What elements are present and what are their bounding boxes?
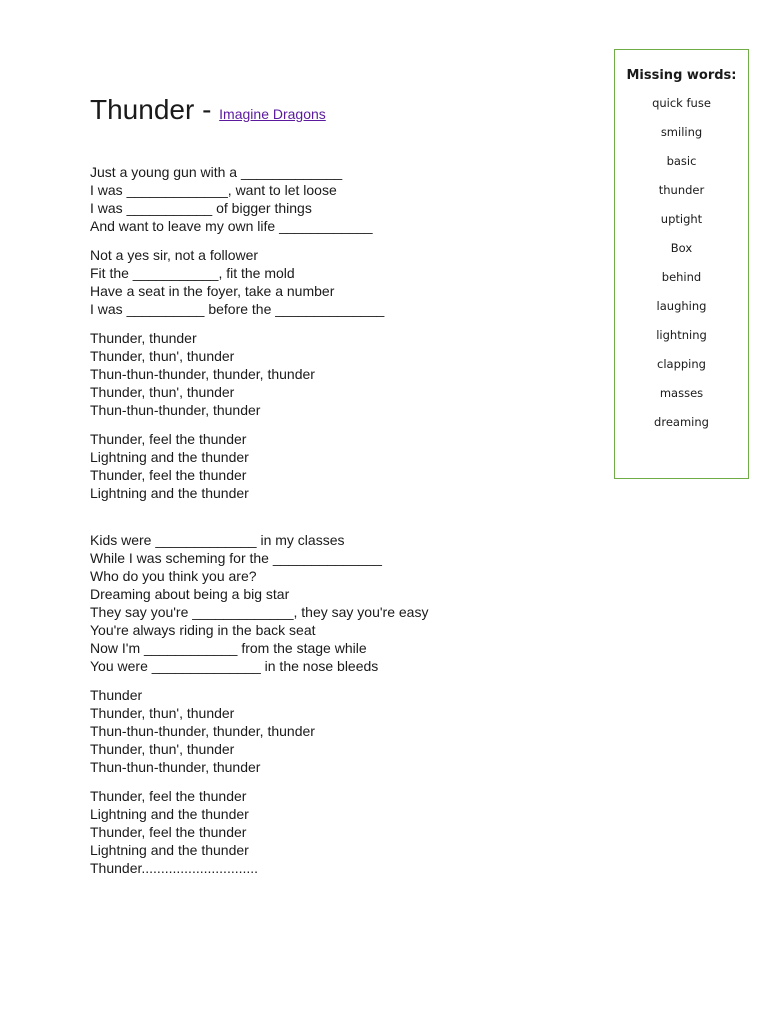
- lyric-line: You're always riding in the back seat: [90, 622, 316, 638]
- word-item: smiling: [660, 125, 703, 139]
- song-title: [90, 92, 326, 132]
- lyric-line: Thunder: [90, 687, 143, 703]
- word-item: masses: [659, 386, 704, 400]
- lyric-line: Now I'm ____________ from the stage while: [90, 640, 367, 656]
- word-item: dreaming: [654, 415, 709, 429]
- stanza-prechorus-1: [90, 246, 590, 318]
- word-item: Box: [670, 241, 693, 255]
- lyric-line: Lightning and the thunder: [90, 449, 249, 465]
- lyric-line: Not a yes sir, not a follower: [90, 247, 259, 263]
- lyric-line: I was _____________, want to let loose: [90, 182, 337, 198]
- lyric-line: Thunder, thun', thunder: [90, 384, 235, 400]
- title-text: Thunder -: [90, 94, 220, 125]
- lyric-line: Thunder, thun', thunder: [90, 705, 235, 721]
- missing-words-title: Missing words:: [626, 68, 737, 83]
- lyric-line: I was __________ before the ______________: [90, 301, 385, 317]
- lyric-line: Thunder, feel the thunder: [90, 431, 247, 447]
- lyric-line: And want to leave my own life ____________: [90, 218, 373, 234]
- word-item: thunder: [658, 183, 705, 197]
- lyric-line: Thun-thun-thunder, thunder: [90, 402, 261, 418]
- lyrics: [90, 163, 590, 888]
- lyric-line: Thunder, thunder: [90, 330, 197, 346]
- lyric-line: Just a young gun with a _____________: [90, 164, 343, 180]
- missing-words-box: [614, 49, 749, 479]
- lyric-line: Thun-thun-thunder, thunder: [90, 759, 261, 775]
- lyric-line: Kids were _____________ in my classes: [90, 532, 345, 548]
- word-item: clapping: [657, 357, 706, 371]
- lyric-line: Thunder..............................: [90, 860, 259, 876]
- lyric-line: Thunder, thun', thunder: [90, 348, 235, 364]
- word-item: basic: [666, 154, 697, 168]
- stanza-chorus-1: [90, 329, 590, 419]
- lyric-line: Lightning and the thunder: [90, 806, 249, 822]
- word-item: uptight: [660, 212, 703, 226]
- lyric-line: Fit the ___________, fit the mold: [90, 265, 295, 281]
- lyric-line: Thunder, thun', thunder: [90, 741, 235, 757]
- word-item: lightning: [656, 328, 707, 342]
- lyric-line: They say you're _____________, they say you're easy: [90, 604, 429, 620]
- lyric-line: Lightning and the thunder: [90, 842, 249, 858]
- artist-link[interactable]: Imagine Dragons: [219, 106, 326, 122]
- word-item: laughing: [656, 299, 707, 313]
- lyric-line: Dreaming about being a big star: [90, 586, 290, 602]
- missing-words-list: [615, 95, 748, 443]
- lyric-line: Thunder, feel the thunder: [90, 467, 247, 483]
- lyric-line: Who do you think you are?: [90, 568, 257, 584]
- word-item: quick fuse: [652, 96, 711, 110]
- stanza-hook-2: [90, 787, 590, 877]
- lyric-line: Have a seat in the foyer, take a number: [90, 283, 335, 299]
- stanza-chorus-2: [90, 686, 590, 776]
- lyric-line: Thun-thun-thunder, thunder, thunder: [90, 366, 315, 382]
- lyric-line: Thun-thun-thunder, thunder, thunder: [90, 723, 315, 739]
- lyric-line: You were ______________ in the nose bleeds: [90, 658, 379, 674]
- lyric-line: Thunder, feel the thunder: [90, 788, 247, 804]
- stanza-verse-2: [90, 531, 590, 675]
- word-item: behind: [661, 270, 702, 284]
- lyric-line: Thunder, feel the thunder: [90, 824, 247, 840]
- lyric-line: I was ___________ of bigger things: [90, 200, 312, 216]
- lyric-line: Lightning and the thunder: [90, 485, 249, 501]
- stanza-verse-1: [90, 163, 590, 235]
- stanza-hook-1: [90, 430, 590, 502]
- lyric-line: While I was scheming for the ______________: [90, 550, 382, 566]
